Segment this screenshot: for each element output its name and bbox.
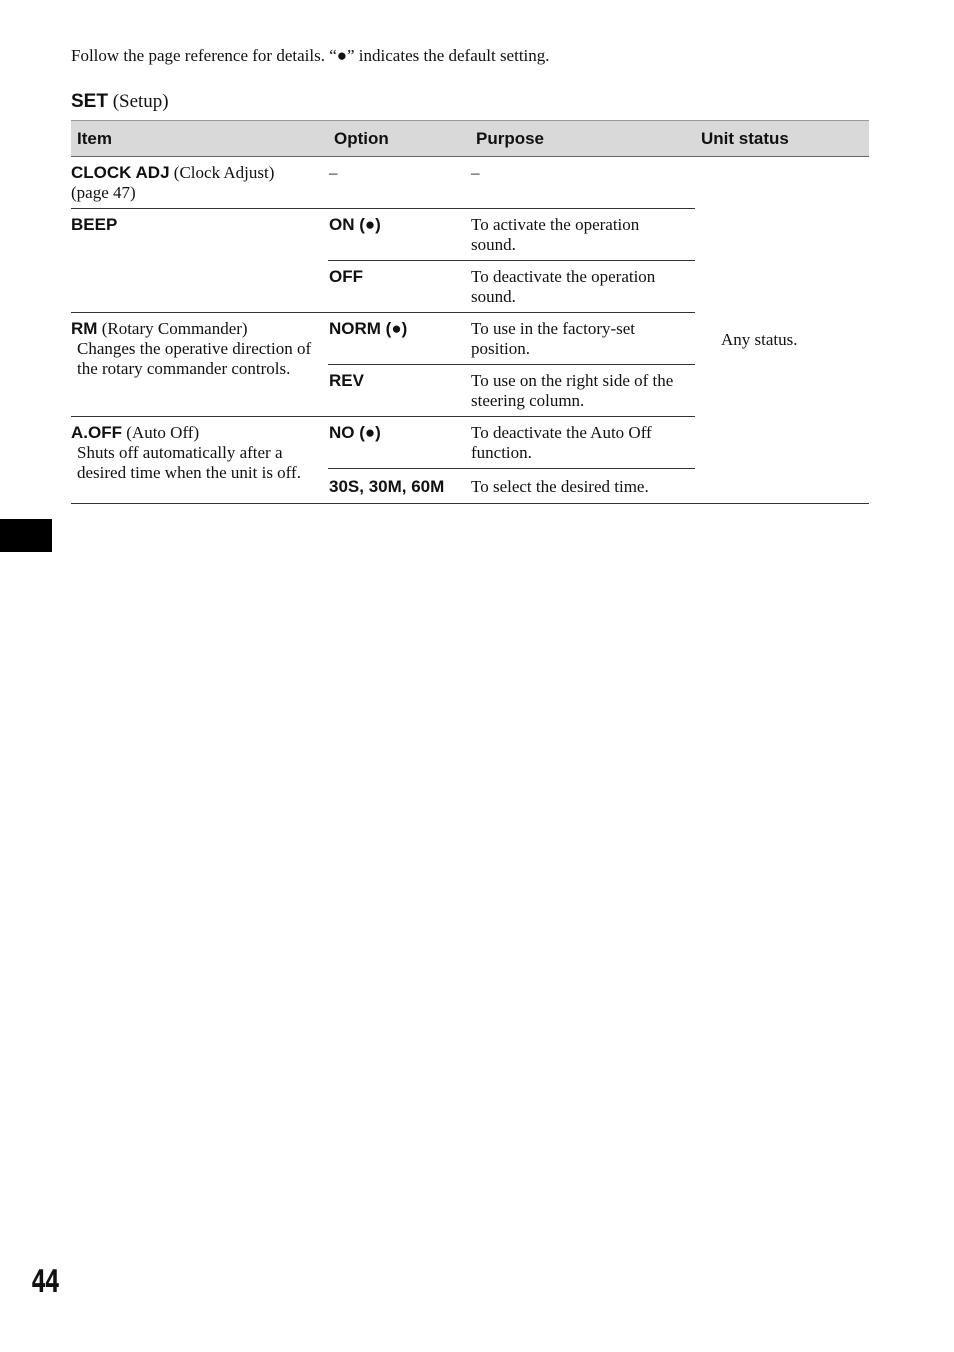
item-name: CLOCK ADJ xyxy=(71,163,170,182)
item-paren: (Clock Adjust) xyxy=(173,163,275,182)
header-item: Item xyxy=(71,121,328,157)
item-description: Shuts off automatically after a desired time when the unit is off. xyxy=(77,443,301,482)
page-number: 44 xyxy=(31,1264,59,1300)
intro-text: Follow the page reference for details. “●” indicates the default setting. xyxy=(71,46,550,65)
section-name: SET xyxy=(71,91,108,112)
unit-status-cell: Any status. xyxy=(695,157,869,504)
purpose-cell: To deactivate the Auto Off function. xyxy=(470,417,695,469)
item-name: A.OFF xyxy=(71,423,122,442)
item-rm xyxy=(71,313,328,417)
item-name: RM xyxy=(71,319,98,338)
option-cell: 30S, 30M, 60M xyxy=(328,469,470,504)
item-beep xyxy=(71,209,328,313)
item-name: BEEP xyxy=(71,215,118,234)
header-unit-status: Unit status xyxy=(695,121,869,157)
option-cell: REV xyxy=(328,365,470,417)
header-purpose: Purpose xyxy=(470,121,695,157)
chapter-tab-marker xyxy=(0,519,52,552)
option-cell: OFF xyxy=(328,261,470,313)
settings-table xyxy=(71,120,869,504)
table-header-row xyxy=(71,121,869,157)
purpose-cell: To select the desired time. xyxy=(470,469,695,504)
purpose-cell: To deactivate the operation sound. xyxy=(470,261,695,313)
item-paren: (Rotary Commander) xyxy=(101,319,248,338)
settings-table-wrapper xyxy=(71,120,869,504)
section-paren: (Setup) xyxy=(112,91,169,112)
option-cell: – xyxy=(329,163,338,182)
purpose-cell: To activate the operation sound. xyxy=(470,209,695,261)
purpose-cell: To use on the right side of the steering column. xyxy=(470,365,695,417)
header-option: Option xyxy=(328,121,470,157)
item-a-off xyxy=(71,417,328,504)
item-paren: (Auto Off) xyxy=(126,423,200,442)
table-row xyxy=(71,157,869,209)
purpose-cell: To use in the factory-set position. xyxy=(470,313,695,365)
option-cell: NORM (●) xyxy=(328,313,470,365)
item-description: Changes the operative direction of the rotary commander controls. xyxy=(77,339,312,378)
item-clock-adj xyxy=(71,157,328,209)
item-page-ref: (page 47) xyxy=(71,183,136,202)
option-cell: ON (●) xyxy=(328,209,470,261)
option-cell: NO (●) xyxy=(328,417,470,469)
purpose-cell: – xyxy=(471,163,480,182)
section-title xyxy=(71,91,169,113)
